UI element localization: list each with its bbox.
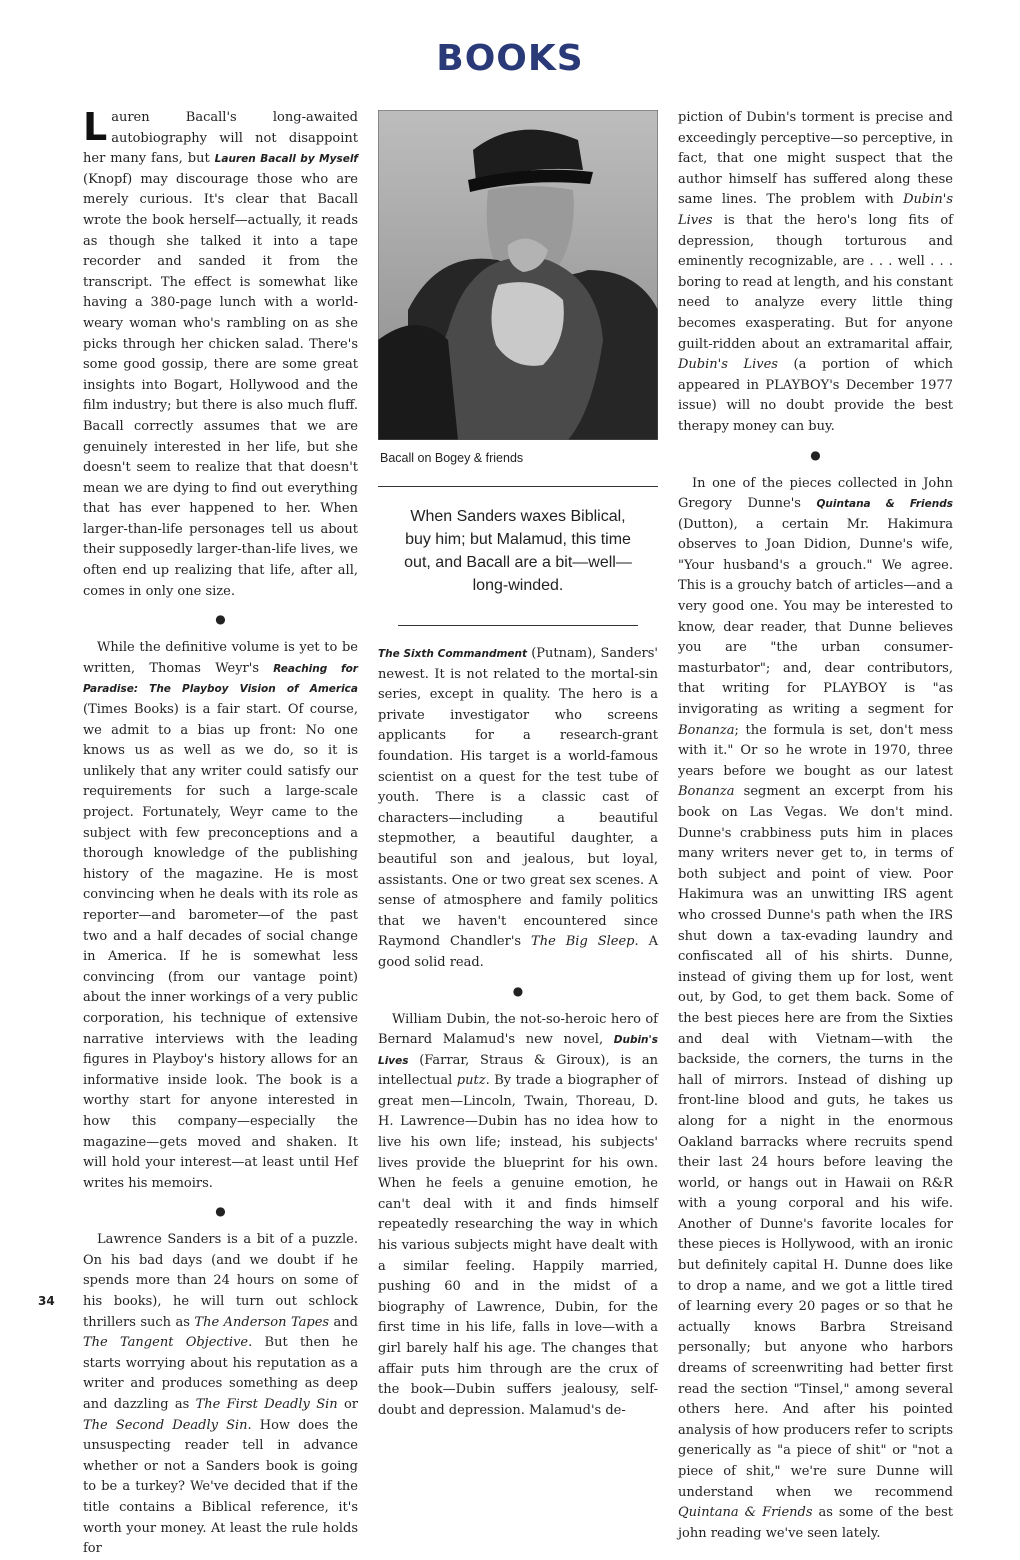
text: (Farrar, Straus & Giroux), is an intellectual [378, 1052, 658, 1089]
book-title: Dubin's Lives [678, 357, 778, 373]
text: . A good solid read. [378, 934, 658, 970]
text: is that the hero's long fits of depression, though torturous and eminently recognizable, are . . . well . . . boring to read at length, and his constant need to analyze every little thing becomes exasperating. But for anyone guilt-ridden about an extramarital affair, [678, 212, 953, 352]
show-title: Bonanza [678, 784, 735, 800]
divider [398, 625, 638, 626]
book-title: The Second Deadly Sin [83, 1417, 248, 1433]
text: segment an excerpt from his book on Las Vegas. We don't mind. Dunne's crabbiness puts him in places many writers never get to, in terms of both subject and point of view. Poor Hakimura was an unwitting IRS agent who crossed Dunne's path when the IRS shut down a tax-evading laundry and confiscated all of his shirts. Dunne, instead of giving them up for lost, went out, by God, to get them back. Some of the best pieces here are from the Sixties and deal with Vietnam—with the backside, the corners, the turns in the hall of mirrors. Instead of dishing up front-line blood and guts, he takes us along for a night in the enormous Oakland barracks where recruits spend their last 24 hours before leaving the world, or hangs out in Hawaii on R&R with a young corporal and his wife. Another of Dunne's favorite locales for these pieces is Hollywood, with an ironic but definitely capital H. Dunne does like to drop a name, and we got a little tired of learning every 20 pages or so that he actually knows Barbra Streisand personally; but anyone who harbors dreams of screenwriting had better first read the section "Tinsel," among several others here. And after his pointed analysis of how producers refer to scripts generically as "a piece of shit" or "not a piece of shit," we're sure Dunne will understand when we recommend [678, 784, 953, 1500]
pull-quote: When Sanders waxes Biblical, buy him; but Malamud, this time out, and Bacall are a bit—well—long-winded. [404, 508, 632, 594]
section-bullet: ● [512, 983, 524, 998]
book-title: Quintana & Friends [816, 498, 953, 511]
text: (a portion of which appeared in PLAYBOY's December 1977 issue) will no doubt provide the best therapy money can buy. [678, 357, 953, 434]
book-title: Dubin's Lives [678, 192, 953, 228]
book-title: The Tangent Objective [83, 1335, 249, 1351]
article-malamud-cont [678, 108, 953, 438]
photo-bacall-bogart [378, 110, 658, 440]
column-3 [678, 108, 953, 1544]
article-dunne [678, 474, 953, 1545]
drop-cap: L [83, 105, 108, 149]
text: (Dutton), a certain Mr. Hakimura observes to Joan Didion, Dunne's wife, "Your husband's a grouch." We agree. This is a grouchy batch of articles—and a very good one. You may be interested to know, dear reader, that Dunne believes you are "the urban consumer-masturbator"; and, dear contributors, that writing for PLAYBOY is "as invigorating as writing a segment for [678, 516, 953, 718]
text: (Times Books) is a fair start. Of course, we admit to a bias up front: No one knows us as well as we do, so it is unlikely that any writer could satisfy our requirements for such a large-scale project. Fortunately, Weyr came to the subject with few preconceptions and a thorough knowledge of the publishing history of the magazine. He is most convincing when he deals with its role as reporter—and barometer—of the past two and a half decades of social change in America. If he is somewhat less convincing (from our vantage point) about the inner workings of a very public corporation, his technique of extensive narrative interviews with the leading figures in Playboy's history allows for an informative inside look. The book is a worthy start for anyone interested in how this company—especially the magazine—gets moved and shaken. It will hold your interest—at least until Hef writes his memoirs. [83, 702, 358, 1191]
column-1 [83, 105, 359, 1560]
text: ; the formula is set, don't mess with it." Or so he wrote in 1970, three years before we bought as our latest [678, 722, 953, 779]
book-title: The Big Sleep [531, 934, 635, 950]
text: In one of the pieces collected in John Gregory Dunne's [678, 475, 953, 512]
article-weyr [83, 638, 358, 1194]
section-bullet: ● [215, 1204, 226, 1219]
text: . But then he starts worrying about his reputation as a writer and produces something as deep and dazzling as [83, 1335, 358, 1413]
book-title: Reaching for Paradise: The Playboy Vision of America [83, 662, 358, 696]
text: Lawrence Sanders is a bit of a puzzle. On his bad days (and we doubt if he spends more than 24 hours on some of his books), he will turn out schlock thrillers such as [83, 1232, 358, 1330]
article-malamud [378, 1010, 658, 1422]
article-sanders [83, 1230, 358, 1560]
section-bullet: ● [810, 447, 821, 462]
photo-caption: Bacall on Bogey & friends [380, 451, 524, 465]
emphasis: putz [456, 1073, 486, 1089]
column-2 [378, 108, 658, 1421]
book-title: The First Deadly Sin [195, 1397, 338, 1413]
text: (Putnam), Sanders' newest. It is not related to the mortal-sin series, except in quality. The hero is a private investigator who screens applicants for a research-grant foundation. His target is a world-famous scientist on a quest for the test tube of youth. There is a classic cast of characters—including a beautiful stepmother, a beautiful daughter, a beautiful son and jealous, but loyal, assistants. One or two great sex scenes. A sense of atmosphere and family politics that we haven't encountered since Raymond Chandler's [378, 646, 658, 950]
section-title: BOOKS [436, 38, 584, 79]
book-title: The Sixth Commandment [378, 648, 528, 660]
text: While the definitive volume is yet to be written, Thomas Weyr's [83, 640, 358, 676]
text: . How does the unsuspecting reader tell in advance whether or not a Sanders book is going to be a turkey? We've decided that if the title contains a Biblical reference, it's worth your money. At least the rule holds for [83, 1417, 358, 1557]
book-title: Quintana & Friends [678, 1505, 813, 1521]
section-bullet: ● [215, 612, 226, 627]
text: auren Bacall's long-awaited autobiography will not disappoint her many fans, but [83, 110, 358, 167]
photo-image [378, 110, 658, 440]
book-title: The Anderson Tapes [194, 1314, 330, 1330]
text: and [329, 1314, 358, 1330]
text: or [337, 1397, 358, 1413]
text: . By trade a biographer of great men—Lincoln, Twain, Thoreau, D. H. Lawrence—Dubin has no idea how to live his own life; instead, his subjects' lives provide the blueprint for his own. When he feels a genuine emotion, he can't deal with it and finds himself repeatedly researching the way in which his various subjects might have dealt with a similar feeling. Happily married, pushing 60 and in the midst of a biography of Lawrence, Dubin, for the first time in his life, falls in love—with a girl barely half his age. The changes that affair puts him through are the crux of the book—Dubin suffers jealousy, self-doubt and depression. Malamud's de- [378, 1073, 659, 1418]
page-number: 34 [38, 1294, 55, 1308]
article-sanders-cont [378, 644, 658, 974]
article-bacall [83, 105, 359, 602]
show-title: Bonanza [678, 722, 735, 738]
text: William Dubin, the not-so-heroic hero of Bernard Malamud's new novel, [378, 1011, 658, 1048]
text: as some of the best john reading we've seen lately. [678, 1505, 953, 1541]
book-title: Dubin's Lives [378, 1034, 658, 1067]
book-title: Lauren Bacall by Myself [214, 153, 359, 166]
text: (Knopf) may discourage those who are merely curious. It's clear that Bacall wrote the book herself—actually, it reads as though she talked it into a tape recorder and sanded it from the transcript. The effect is somewhat like having a 380-page lunch with a world-weary woman who's rambling on as she picks through her chicken salad. There's some good gossip, there are some great insights into Bogart, Hollywood and the film industry; but there is also much fluff. Bacall correctly assumes that we are genuinely interested in her life, but she doesn't seem to realize that that doesn't mean we are dying to find out everything that has ever happened to her. When larger-than-life personages tell us about their supposedly larger-than-life lives, we often end up realizing that life, after all, comes in only one size. [83, 171, 358, 599]
text: piction of Dubin's torment is precise and exceedingly perceptive—so perceptive, in fact, that one might suspect that the author himself has suffered along these same lines. The problem with [678, 110, 953, 208]
